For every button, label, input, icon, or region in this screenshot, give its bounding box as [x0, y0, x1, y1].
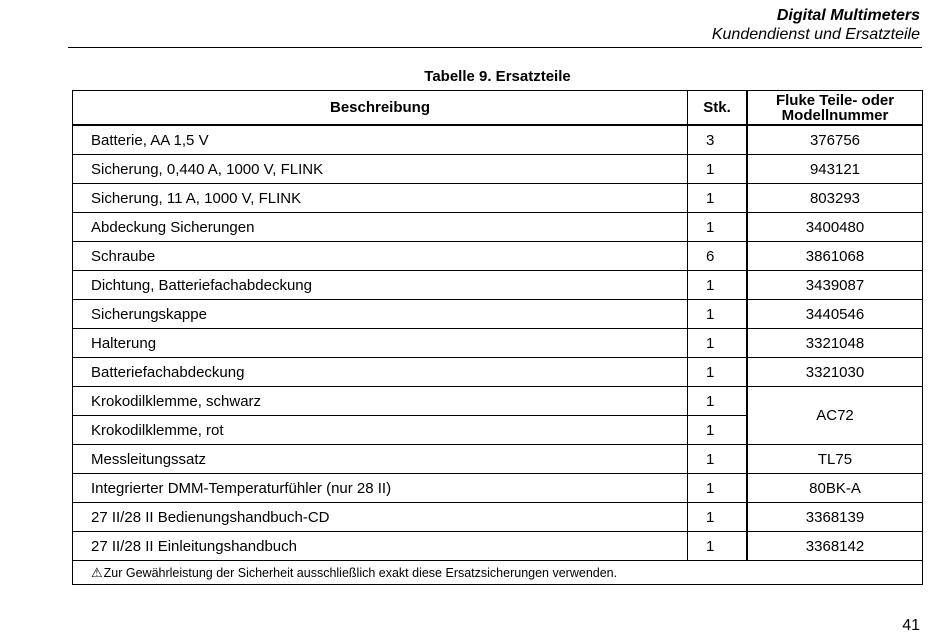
row-part-number: 3861068: [747, 242, 923, 271]
row-quantity: 1: [688, 387, 748, 416]
row-description: Dichtung, Batteriefachabdeckung: [73, 271, 688, 300]
row-description: Schraube: [73, 242, 688, 271]
row-description: Abdeckung Sicherungen: [73, 213, 688, 242]
table-header-row: [73, 91, 923, 126]
row-part-number: 3321048: [747, 329, 923, 358]
row-quantity: 6: [688, 242, 748, 271]
table-row: [73, 271, 923, 300]
row-quantity: 1: [688, 532, 748, 561]
row-quantity: 1: [688, 184, 748, 213]
row-description: Krokodilklemme, rot: [73, 416, 688, 445]
row-description: Batteriefachabdeckung: [73, 358, 688, 387]
header-quantity: Stk.: [688, 91, 748, 126]
row-part-number: 3440546: [747, 300, 923, 329]
header-rule: [68, 47, 922, 48]
table-row: [73, 184, 923, 213]
table-row: [73, 155, 923, 184]
row-description: 27 II/28 II Einleitungshandbuch: [73, 532, 688, 561]
row-quantity: 1: [688, 416, 748, 445]
row-part-number: 3368142: [747, 532, 923, 561]
row-part-number: 3321030: [747, 358, 923, 387]
page-number: 41: [902, 617, 920, 634]
row-description: Halterung: [73, 329, 688, 358]
row-quantity: 1: [688, 329, 748, 358]
table-row: [73, 387, 923, 416]
row-description: Messleitungssatz: [73, 445, 688, 474]
table-row: [73, 300, 923, 329]
row-quantity: 1: [688, 155, 748, 184]
table-row: [73, 358, 923, 387]
table-row: [73, 213, 923, 242]
row-part-number: 803293: [747, 184, 923, 213]
row-description: Krokodilklemme, schwarz: [73, 387, 688, 416]
header-description: Beschreibung: [73, 91, 688, 126]
table-row: [73, 503, 923, 532]
row-description: Batterie, AA 1,5 V: [73, 125, 688, 155]
warning-icon: ⚠: [91, 564, 103, 580]
row-description: 27 II/28 II Bedienungshandbuch-CD: [73, 503, 688, 532]
table-row: [73, 532, 923, 561]
table-row: [73, 329, 923, 358]
table-row: [73, 125, 923, 155]
row-quantity: 1: [688, 474, 748, 503]
footnote-text: Zur Gewährleistung der Sicherheit ausschließlich exakt diese Ersatzsicherungen verwenden.: [103, 565, 618, 580]
table-row: [73, 474, 923, 503]
row-quantity: 1: [688, 300, 748, 329]
table-row: [73, 242, 923, 271]
row-part-number: 80BK-A: [747, 474, 923, 503]
row-part-number: 3368139: [747, 503, 923, 532]
row-part-number: 3439087: [747, 271, 923, 300]
row-part-number: AC72: [747, 387, 923, 445]
row-quantity: 1: [688, 358, 748, 387]
table-caption: Tabelle 9. Ersatzteile: [424, 68, 571, 85]
header-subtitle: Kundendienst und Ersatzteile: [711, 26, 920, 43]
header-part-number: Fluke Teile- oder Modellnummer: [747, 91, 923, 126]
table-row: [73, 445, 923, 474]
spare-parts-table: [72, 90, 923, 585]
row-quantity: 3: [688, 125, 748, 155]
table-footnote-row: [73, 561, 923, 585]
row-description: Sicherung, 11 A, 1000 V, FLINK: [73, 184, 688, 213]
row-quantity: 1: [688, 271, 748, 300]
header-title: Digital Multimeters: [776, 7, 920, 24]
row-part-number: TL75: [747, 445, 923, 474]
row-description: Integrierter DMM-Temperaturfühler (nur 28 II): [73, 474, 688, 503]
row-quantity: 1: [688, 445, 748, 474]
row-description: Sicherungskappe: [73, 300, 688, 329]
row-quantity: 1: [688, 503, 748, 532]
row-part-number: 376756: [747, 125, 923, 155]
row-description: Sicherung, 0,440 A, 1000 V, FLINK: [73, 155, 688, 184]
row-part-number: 943121: [747, 155, 923, 184]
table-footnote: [73, 561, 923, 585]
row-part-number: 3400480: [747, 213, 923, 242]
row-quantity: 1: [688, 213, 748, 242]
